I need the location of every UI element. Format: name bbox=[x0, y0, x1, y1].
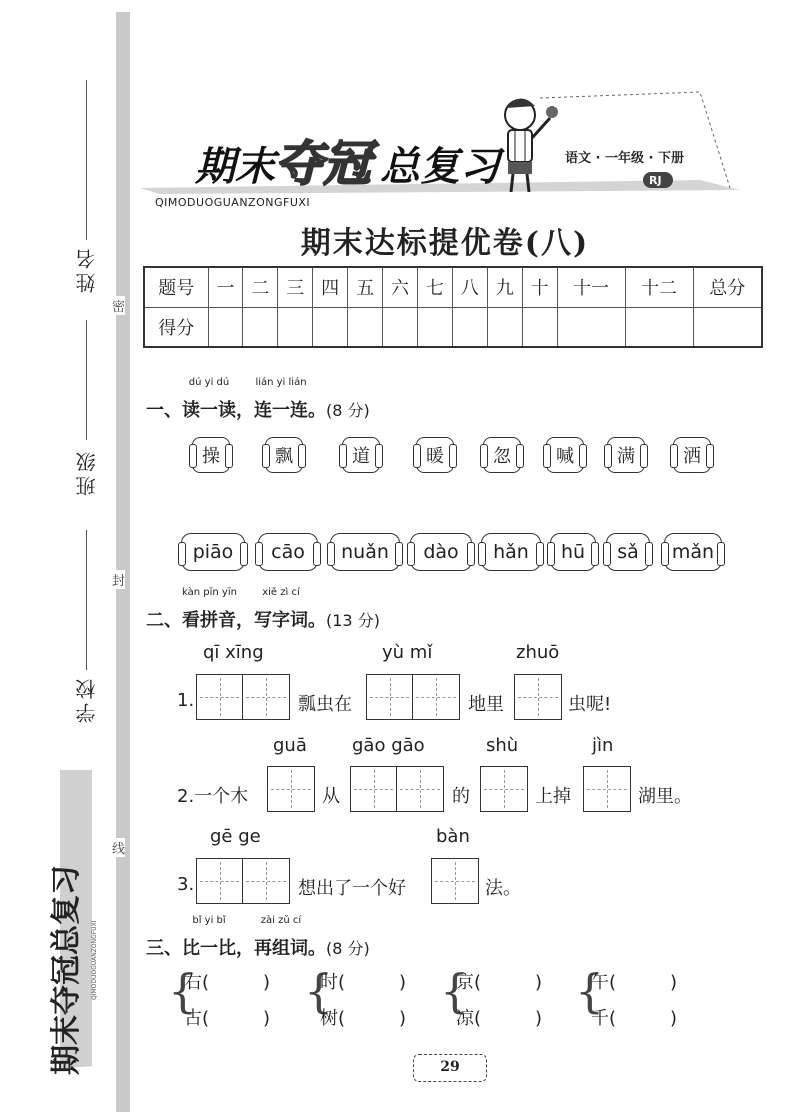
sentence-text: 瓢虫在 bbox=[298, 694, 352, 715]
brace-icon: { bbox=[168, 964, 198, 1018]
score-label-cell: 得分 bbox=[144, 307, 208, 347]
compare-word[interactable]: 午( ) bbox=[591, 972, 678, 993]
char-card[interactable]: 满 bbox=[607, 437, 645, 473]
score-cell[interactable] bbox=[243, 307, 278, 347]
score-cell[interactable] bbox=[487, 307, 522, 347]
section1-title bbox=[146, 377, 370, 422]
boy-mascot-icon bbox=[505, 98, 558, 192]
section1-ruby-1 bbox=[182, 377, 236, 422]
writing-grid[interactable] bbox=[431, 858, 479, 904]
section2-title bbox=[146, 587, 380, 632]
seal-char-mi: 密 bbox=[112, 296, 125, 315]
side-logo-text: 期末夺冠总复习 bbox=[49, 865, 84, 1075]
name-write-line bbox=[86, 80, 87, 240]
ruby-pinyin: bǐ yi bǐ bbox=[192, 915, 226, 926]
ruby-text: 比一比 bbox=[182, 938, 236, 959]
col-header: 八 bbox=[452, 267, 487, 307]
class-label: 班级 bbox=[75, 448, 99, 496]
score-cell[interactable] bbox=[522, 307, 557, 347]
col-header: 四 bbox=[313, 267, 348, 307]
punct: 。 bbox=[308, 400, 326, 421]
score-cell[interactable] bbox=[417, 307, 452, 347]
item-number: 2.一个木 bbox=[177, 786, 249, 807]
section2-score-note: (13 分) bbox=[326, 611, 380, 630]
ruby-text: 读一读 bbox=[182, 400, 236, 421]
ruby-text: 连一连 bbox=[254, 400, 308, 421]
score-cell[interactable] bbox=[557, 307, 625, 347]
pinyin-hint: jìn bbox=[592, 735, 614, 756]
col-header: 一 bbox=[208, 267, 243, 307]
ruby-pinyin: xiě zì cí bbox=[262, 587, 300, 598]
col-header: 十一 bbox=[557, 267, 625, 307]
col-header: 三 bbox=[278, 267, 313, 307]
score-cell[interactable] bbox=[452, 307, 487, 347]
sentence-text: 的 bbox=[452, 786, 470, 807]
sentence-text: 湖里。 bbox=[638, 786, 692, 807]
seal-char-feng: 封 bbox=[112, 570, 125, 589]
section3-ruby-1 bbox=[182, 915, 236, 960]
score-cell[interactable] bbox=[348, 307, 383, 347]
score-table-score-row bbox=[144, 307, 762, 347]
col-header: 十 bbox=[522, 267, 557, 307]
pinyin-hint: gē ge bbox=[210, 826, 261, 847]
section1-num: 一、 bbox=[146, 400, 182, 421]
section1-score-note: (8 分) bbox=[326, 401, 370, 420]
name-label: 姓名 bbox=[75, 245, 99, 293]
pinyin-hint: gāo gāo bbox=[352, 735, 425, 756]
header-edition-badge: RJ bbox=[649, 174, 662, 187]
header-logo-text-3: 总复习 bbox=[380, 144, 500, 190]
paper-title: 期末达标提优卷(八) bbox=[300, 226, 590, 261]
pinyin-hint: guā bbox=[273, 735, 307, 756]
punct: 。 bbox=[308, 610, 326, 631]
brace-icon: { bbox=[575, 964, 605, 1018]
writing-grid[interactable] bbox=[514, 674, 562, 720]
brace-icon: { bbox=[304, 964, 334, 1018]
col-header: 六 bbox=[383, 267, 418, 307]
side-logo bbox=[38, 770, 100, 1080]
ruby-pinyin: dú yi dú bbox=[188, 377, 230, 388]
col-header: 九 bbox=[487, 267, 522, 307]
brace-icon: { bbox=[440, 964, 470, 1018]
header-logo-text-1: 期末 bbox=[195, 144, 275, 190]
pinyin-hint: shù bbox=[486, 735, 519, 756]
score-cell[interactable] bbox=[278, 307, 313, 347]
section2-num: 二、 bbox=[146, 610, 182, 631]
ruby-pinyin: zài zǔ cí bbox=[260, 915, 302, 926]
writing-grid[interactable] bbox=[196, 858, 290, 904]
item-number: 1. bbox=[177, 690, 195, 711]
writing-grid[interactable] bbox=[350, 766, 444, 812]
score-table-header-row bbox=[144, 267, 762, 307]
writing-grid[interactable] bbox=[583, 766, 631, 812]
section3-title bbox=[146, 915, 370, 960]
pinyin-hint: yù mǐ bbox=[382, 642, 433, 663]
char-card[interactable]: 忽 bbox=[483, 437, 521, 473]
compare-word[interactable]: 凉( ) bbox=[456, 1008, 543, 1029]
sentence-text: 地里 bbox=[468, 694, 504, 715]
writing-grid[interactable] bbox=[366, 674, 460, 720]
pinyin-hint: zhuō bbox=[516, 642, 560, 663]
pinyin-hint: bàn bbox=[436, 826, 470, 847]
punct: ， bbox=[236, 400, 254, 421]
score-cell[interactable] bbox=[383, 307, 418, 347]
col-header: 总分 bbox=[693, 267, 762, 307]
section3-num: 三、 bbox=[146, 938, 182, 959]
writing-grid[interactable] bbox=[480, 766, 528, 812]
ruby-pinyin: kàn pīn yīn bbox=[182, 587, 237, 598]
score-cell[interactable] bbox=[208, 307, 243, 347]
col-header: 二 bbox=[243, 267, 278, 307]
char-card[interactable]: 洒 bbox=[673, 437, 711, 473]
pinyin-card[interactable]: dào bbox=[410, 533, 472, 571]
binding-margin-strip bbox=[116, 12, 130, 1112]
pinyin-card[interactable]: hū bbox=[550, 533, 596, 571]
item-number: 3. bbox=[177, 874, 195, 895]
page-number: 29 bbox=[413, 1054, 487, 1082]
section2-ruby-2 bbox=[254, 587, 308, 632]
col-header: 七 bbox=[417, 267, 452, 307]
pinyin-hint: qī xīng bbox=[203, 642, 264, 663]
col-header: 五 bbox=[348, 267, 383, 307]
ruby-text: 写字词 bbox=[254, 610, 308, 631]
score-cell[interactable] bbox=[313, 307, 348, 347]
punct: 。 bbox=[308, 938, 326, 959]
side-logo-pinyin: QIMODUOGUANZONGFUXI bbox=[91, 920, 98, 1000]
section3-score-note: (8 分) bbox=[326, 939, 370, 958]
ruby-text: 再组词 bbox=[254, 938, 308, 959]
char-card[interactable]: 暖 bbox=[416, 437, 454, 473]
class-write-line bbox=[86, 320, 87, 440]
pinyin-card[interactable]: mǎn bbox=[664, 533, 722, 571]
char-card[interactable]: 道 bbox=[342, 437, 380, 473]
punct: ， bbox=[236, 610, 254, 631]
char-card[interactable]: 操 bbox=[192, 437, 230, 473]
sentence-text: 想出了一个好 bbox=[298, 878, 406, 899]
compare-word[interactable]: 树( ) bbox=[320, 1008, 407, 1029]
header-subject: 语文 · 一年级 · 下册 bbox=[565, 151, 684, 166]
score-cell[interactable] bbox=[693, 307, 762, 347]
sentence-text: 虫呢! bbox=[568, 694, 612, 715]
section1-ruby-2 bbox=[254, 377, 308, 422]
sentence-text: 从 bbox=[322, 786, 340, 807]
ruby-text: 看拼音 bbox=[182, 610, 236, 631]
sentence-text: 法。 bbox=[485, 878, 521, 899]
compare-word[interactable]: 千( ) bbox=[591, 1008, 678, 1029]
pinyin-card[interactable]: hǎn bbox=[481, 533, 541, 571]
col-header: 十二 bbox=[625, 267, 693, 307]
compare-word[interactable]: 京( ) bbox=[456, 972, 543, 993]
header-logo-text-2: 夺冠 bbox=[275, 136, 372, 192]
header-banner bbox=[140, 80, 780, 210]
section3-ruby-2 bbox=[254, 915, 308, 960]
punct: ， bbox=[236, 938, 254, 959]
ruby-pinyin: lián yi lián bbox=[255, 377, 307, 388]
writing-grid[interactable] bbox=[196, 674, 290, 720]
char-card[interactable]: 喊 bbox=[546, 437, 584, 473]
sentence-text: 上掉 bbox=[535, 786, 571, 807]
seal-char-xian: 线 bbox=[112, 838, 125, 857]
header-label-cell: 题号 bbox=[144, 267, 208, 307]
score-table bbox=[143, 266, 763, 348]
compare-word[interactable]: 时( ) bbox=[320, 972, 407, 993]
writing-grid[interactable] bbox=[267, 766, 315, 812]
school-write-line bbox=[86, 530, 87, 670]
compare-word[interactable]: 右( ) bbox=[184, 972, 271, 993]
char-card[interactable]: 飘 bbox=[265, 437, 303, 473]
pinyin-card[interactable]: nuǎn bbox=[330, 533, 400, 571]
header-pinyin: QIMODUOGUANZONGFUXI bbox=[155, 196, 311, 209]
pinyin-card[interactable]: cāo bbox=[258, 533, 318, 571]
school-label: 学校 bbox=[75, 675, 99, 723]
pinyin-card[interactable]: sǎ bbox=[606, 533, 650, 571]
section2-ruby-1 bbox=[182, 587, 237, 632]
pinyin-card[interactable]: piāo bbox=[181, 533, 245, 571]
score-cell[interactable] bbox=[625, 307, 693, 347]
compare-word[interactable]: 古( ) bbox=[184, 1008, 271, 1029]
